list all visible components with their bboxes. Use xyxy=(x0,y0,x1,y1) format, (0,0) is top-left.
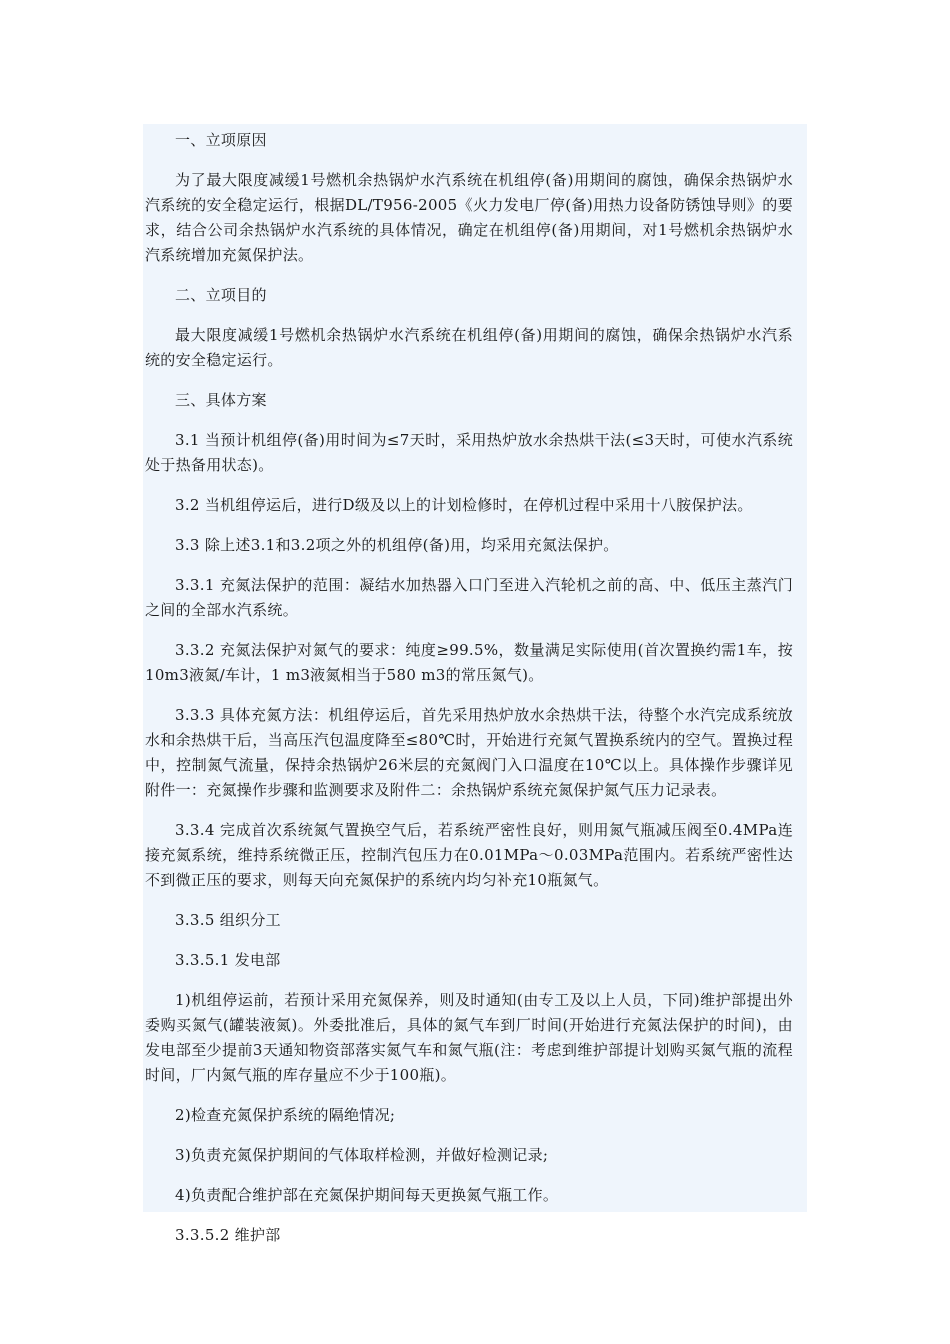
list-item-3: 3)负责充氮保护期间的气体取样检测，并做好检测记录; xyxy=(175,1146,549,1164)
paragraph-3-3: 3.3 除上述3.1和3.2项之外的机组停(备)用，均采用充氮法保护。 xyxy=(175,536,619,554)
paragraph-purpose: 最大限度减缓1号燃机余热锅炉水汽系统在机组停(备)用期间的腐蚀，确保余热锅炉水汽系统的安全稳定运行。 xyxy=(145,326,793,369)
section-heading-3: 三、具体方案 xyxy=(175,391,267,409)
paragraph-3-3-1: 3.3.1 充氮法保护的范围：凝结水加热器入口门至进入汽轮机之前的高、中、低压主蒸汽门之间的全部水汽系统。 xyxy=(145,576,793,619)
subsection-heading-3-3-5-1: 3.3.5.1 发电部 xyxy=(175,951,281,969)
list-item-1: 1)机组停运前，若预计采用充氮保养，则及时通知(由专工及以上人员，下同)维护部提出外委购买氮气(罐装液氮)。外委批准后，具体的氮气车到厂时间(开始进行充氮法保护的时间)，由发电部至少提前3天通知物资部落实氮气车和氮气瓶(注：考虑到维护部提计划购买氮气瓶的流程时间，厂内氮气瓶的库存量应不少于100瓶)。 xyxy=(145,991,793,1084)
list-item-2: 2)检查充氮保护系统的隔绝情况; xyxy=(175,1106,396,1124)
paragraph-3-1: 3.1 当预计机组停(备)用时间为≤7天时，采用热炉放水余热烘干法(≤3天时，可使水汽系统处于热备用状态)。 xyxy=(145,431,793,474)
paragraph-3-3-3: 3.3.3 具体充氮方法：机组停运后，首先采用热炉放水余热烘干法，待整个水汽完成系统放水和余热烘干后，当高压汽包温度降至≤80℃时，开始进行充氮气置换系统内的空气。置换过程中，控制氮气流量，保持余热锅炉26米层的充氮阀门入口温度在10℃以上。具体操作步骤详见附件一：充氮操作步骤和监测要求及附件二：余热锅炉系统充氮保护氮气压力记录表。 xyxy=(145,706,793,799)
paragraph-3-3-2: 3.3.2 充氮法保护对氮气的要求：纯度≥99.5%，数量满足实际使用(首次置换约需1车，按10m3液氮/车计，1 m3液氮相当于580 m3的常压氮气)。 xyxy=(145,641,793,684)
document-text-block xyxy=(143,124,807,1244)
document-content xyxy=(143,124,807,1248)
section-heading-2: 二、立项目的 xyxy=(175,286,267,304)
subsection-heading-3-3-5: 3.3.5 组织分工 xyxy=(175,911,281,929)
section-heading-1: 一、立项原因 xyxy=(175,131,267,149)
paragraph-reason: 为了最大限度减缓1号燃机余热锅炉水汽系统在机组停(备)用期间的腐蚀，确保余热锅炉水汽系统的安全稳定运行，根据DL/T956-2005《火力发电厂停(备)用热力设备防锈蚀导则》的要求，结合公司余热锅炉水汽系统的具体情况，确定在机组停(备)用期间，对1号燃机余热锅炉水汽系统增加充氮保护法。 xyxy=(145,171,793,264)
list-item-4: 4)负责配合维护部在充氮保护期间每天更换氮气瓶工作。 xyxy=(175,1186,559,1204)
paragraph-3-3-4: 3.3.4 完成首次系统氮气置换空气后，若系统严密性良好，则用氮气瓶减压阀至0.4MPa连接充氮系统，维持系统微正压，控制汽包压力在0.01MPa～0.03MPa范围内。若系统严密性达不到微正压的要求，则每天向充氮保护的系统内均匀补充10瓶氮气。 xyxy=(145,821,793,889)
paragraph-3-2: 3.2 当机组停运后，进行D级及以上的计划检修时，在停机过程中采用十八胺保护法。 xyxy=(175,496,753,514)
subsection-heading-3-3-5-2: 3.3.5.2 维护部 xyxy=(175,1226,281,1244)
